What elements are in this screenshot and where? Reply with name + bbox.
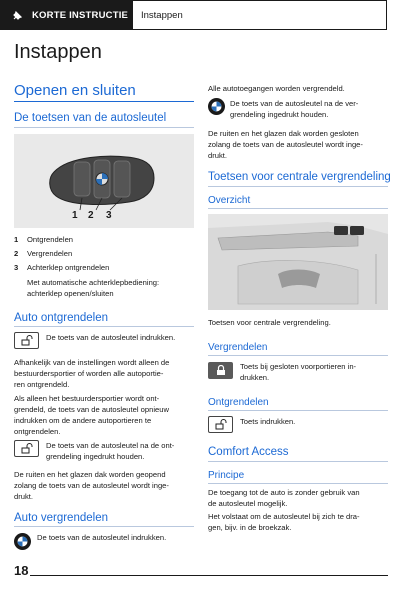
overview-title: Overzicht	[208, 195, 251, 206]
pin-icon	[12, 10, 23, 21]
auto-lock-rule	[14, 526, 194, 527]
list-number: 3	[14, 263, 19, 272]
paragraph: drukt.	[14, 492, 33, 501]
paragraph: De toegang tot de auto is zonder gebruik van	[208, 488, 360, 497]
section-tab[interactable]	[0, 0, 133, 30]
list-number: 2	[14, 249, 19, 258]
lock-title: Vergrendelen	[208, 342, 268, 353]
door-panel-image	[208, 214, 388, 310]
figure-label-1: 1	[72, 210, 78, 221]
unlock-hold-icon	[14, 440, 39, 457]
principle-rule	[208, 483, 388, 484]
car-key-illustration	[14, 134, 194, 228]
central-locking-title: Toetsen voor centrale vergrendeling	[208, 171, 391, 183]
overview-rule	[208, 208, 388, 209]
auto-unlock-title: Auto ontgrendelen	[14, 312, 108, 324]
list-item: Vergrendelen	[27, 249, 73, 258]
paragraph: zolang de toets van de autosleutel wordt inge-	[208, 140, 363, 149]
figure-caption: Toetsen voor centrale vergrendeling.	[208, 318, 331, 327]
hold-instruction: grendeling ingedrukt houden.	[230, 110, 329, 119]
paragraph: drukt.	[208, 151, 227, 160]
page-title: Instappen	[14, 41, 102, 63]
lock-instruction: drukken.	[240, 373, 270, 382]
paragraph: zolang de toets van de autosleutel wordt inge-	[14, 481, 169, 490]
open-padlock-icon	[21, 335, 33, 346]
list-item: Achterklep ontgrendelen	[27, 263, 110, 272]
open-padlock-icon	[21, 443, 33, 454]
paragraph: De ruiten en het glazen dak worden geopend	[14, 470, 166, 479]
list-item: Ontgrendelen	[27, 235, 74, 244]
comfort-access-rule	[208, 461, 388, 462]
bmw-logo-icon	[208, 98, 225, 115]
paragraph: ontgrendelen.	[14, 427, 61, 436]
unlock-rule	[208, 410, 388, 411]
hold-instruction: De toets van de autosleutel na de ont-	[46, 441, 175, 450]
footer-rule	[30, 575, 388, 576]
bmw-logo-icon	[14, 533, 31, 550]
figure-label-3: 3	[106, 210, 112, 221]
chapter-tab-label: Instappen	[141, 9, 183, 21]
list-note: achterklep openen/sluiten	[27, 289, 114, 298]
header-bar	[0, 0, 416, 30]
principle-title: Principe	[208, 470, 245, 481]
paragraph: indrukken om de andere autoportieren te	[14, 416, 152, 425]
comfort-access-title: Comfort Access	[208, 446, 289, 458]
bmw-roundel-icon	[208, 98, 225, 115]
paragraph: de autosleutel mogelijk.	[208, 499, 288, 508]
auto-lock-instruction: De toets van de autosleutel indrukken.	[37, 533, 167, 542]
list-number: 1	[14, 235, 19, 244]
paragraph: ren ontgrendeld.	[14, 380, 70, 389]
paragraph: Alle autotoegangen worden vergrendeld.	[208, 84, 345, 93]
unlock-title: Ontgrendelen	[208, 397, 269, 408]
section-title: Openen en sluiten	[14, 82, 136, 99]
subsection-title: De toetsen van de autosleutel	[14, 112, 167, 124]
bmw-roundel-icon	[14, 533, 31, 550]
hold-instruction: grendeling ingedrukt houden.	[46, 452, 145, 461]
paragraph: gen, bijv. in de broekzak.	[208, 523, 292, 532]
list-note: Met automatische achterklepbediening:	[27, 278, 160, 287]
section-rule	[14, 101, 194, 102]
lock-rule	[208, 355, 388, 356]
auto-lock-title: Auto vergrendelen	[14, 512, 108, 524]
door-panel-illustration	[208, 214, 388, 310]
paragraph: bestuurdersportier of worden alle autoportie-	[14, 369, 164, 378]
paragraph: Als alleen het bestuurdersportier wordt ont-	[14, 394, 160, 403]
lock-instruction: Toets bij gesloten voorportieren in-	[240, 362, 357, 371]
subsection-rule	[14, 127, 194, 128]
paragraph: Het volstaat om de autosleutel bij zich te dra-	[208, 512, 360, 521]
car-key-image	[14, 134, 194, 228]
unlock-button-icon	[208, 416, 233, 433]
unlock-button-icon	[14, 332, 39, 349]
lock-button-icon	[208, 362, 233, 379]
paragraph: De ruiten en het glazen dak worden gesloten	[208, 129, 359, 138]
open-padlock-icon	[215, 419, 227, 430]
central-locking-rule	[208, 186, 388, 187]
page-number: 18	[14, 563, 29, 578]
paragraph: Afhankelijk van de instellingen wordt alleen de	[14, 358, 170, 367]
auto-unlock-instruction: De toets van de autosleutel indrukken.	[46, 333, 176, 342]
unlock-instruction: Toets indrukken.	[240, 417, 296, 426]
hold-instruction: De toets van de autosleutel na de ver-	[230, 99, 359, 108]
section-tab-label: KORTE INSTRUCTIE	[32, 9, 129, 21]
chapter-tab[interactable]	[133, 0, 387, 30]
closed-padlock-icon	[215, 365, 227, 376]
figure-label-2: 2	[88, 210, 94, 221]
paragraph: grendeld, de toets van de autosleutel opnieuw	[14, 405, 169, 414]
auto-unlock-rule	[14, 326, 194, 327]
